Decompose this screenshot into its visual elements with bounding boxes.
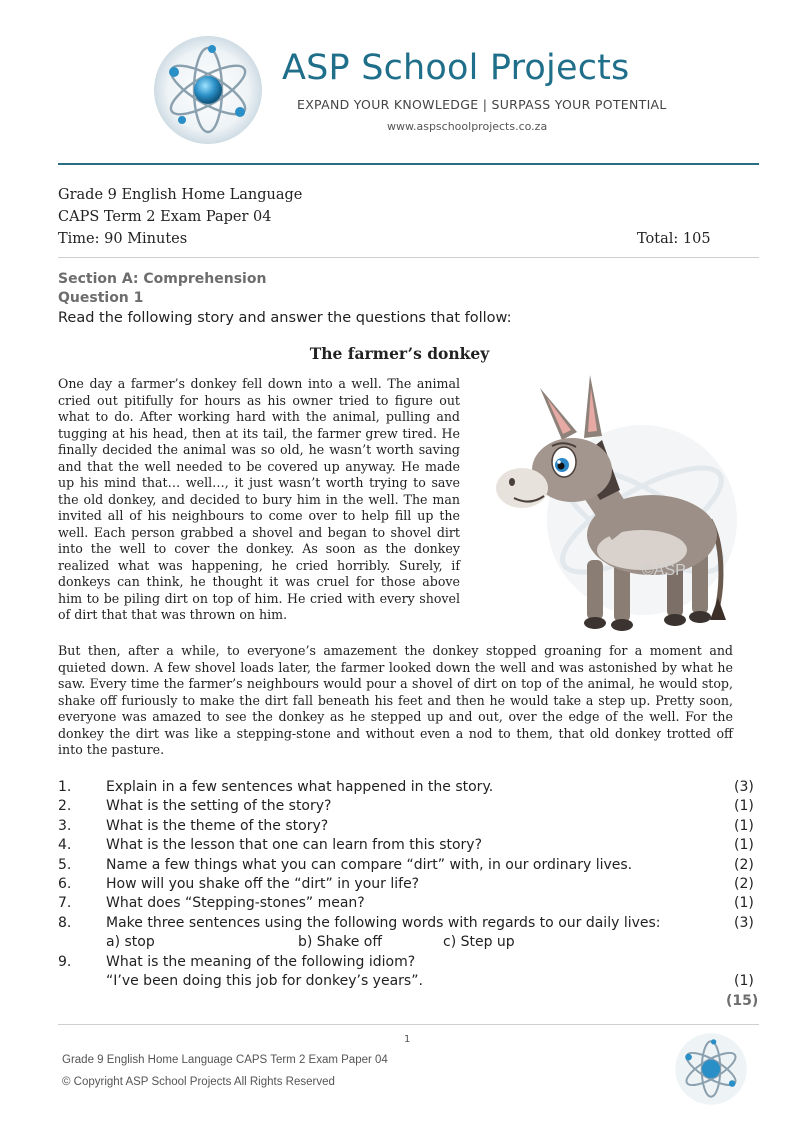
exam-paper: CAPS Term 2 Exam Paper 04 xyxy=(58,209,272,225)
question-number: 9. xyxy=(58,954,72,970)
meta-divider xyxy=(58,257,759,258)
question-text: What is the lesson that one can learn from this story? xyxy=(106,837,483,853)
question-number: 2. xyxy=(58,798,72,814)
section-title: Section A: Comprehension xyxy=(58,271,267,287)
question-marks: (1) xyxy=(734,798,754,814)
question-number: 6. xyxy=(58,876,72,892)
q8-option-b: b) Shake off xyxy=(298,934,383,950)
question-marks: (1) xyxy=(734,973,754,989)
question-marks: (2) xyxy=(734,876,754,892)
atom-logo xyxy=(152,34,264,146)
question-text: What is the setting of the story? xyxy=(106,798,332,814)
question-number: 7. xyxy=(58,895,72,911)
question-text: How will you shake off the “dirt” in your life? xyxy=(106,876,420,892)
q8-option-a: a) stop xyxy=(106,934,155,950)
question-number: 1. xyxy=(58,779,72,795)
question-number: 8. xyxy=(58,915,72,931)
brand-tagline: EXPAND YOUR KNOWLEDGE | SURPASS YOUR POTENTIAL xyxy=(297,97,667,112)
brand-title: ASP School Projects xyxy=(282,48,630,88)
story-paragraph-1: One day a farmer’s donkey fell down into a well. The animal cried out pitifully for hours as his owner tried to figure out what to do. After working hard with the animal, pulling and tugging at his head, then at its tail, the farmer grew tired. He finally decided the animal was so old, he wasn’t worth saving and that the well needed to be covered up anyway. He made up his mind that… well…, it just wasn’t worth trying to save the old donkey, and decided to bury him in the well. The man invited all of his neighbours to come over to help fill up the well. Each person grabbed a shovel and began to shovel dirt into the well to cover the donkey. As soon as the donkey realized what was happening, he cried horribly. Surely, if donkeys can think, he thought it was cruel for those above him to be piling dirt on top of him. He cried with every shovel of dirt that that was thrown on him. xyxy=(58,376,460,622)
footer-paper-title: Grade 9 English Home Language CAPS Term 2 Exam Paper 04 xyxy=(62,1054,388,1066)
question-marks: (1) xyxy=(734,895,754,911)
question-text: Explain in a few sentences what happened in the story. xyxy=(106,779,494,795)
brand-url: www.aspschoolprojects.co.za xyxy=(387,120,548,133)
question-number: 4. xyxy=(58,837,72,853)
question-text: What is the theme of the story? xyxy=(106,818,329,834)
question-text: What is the meaning of the following idiom? xyxy=(106,954,416,970)
atom-logo-footer xyxy=(674,1032,748,1106)
question-number: 3. xyxy=(58,818,72,834)
question-text: What does “Stepping-stones” mean? xyxy=(106,895,365,911)
watermark-text: ©ASP xyxy=(642,562,686,579)
question-marks: (1) xyxy=(734,837,754,853)
exam-total: Total: 105 xyxy=(637,231,711,247)
question-text: Make three sentences using the following words with regards to our daily lives: xyxy=(106,915,661,931)
exam-time: Time: 90 Minutes xyxy=(58,231,188,247)
footer-divider xyxy=(58,1024,759,1025)
idiom-text: “I’ve been doing this job for donkey’s years”. xyxy=(106,973,423,989)
story-paragraph-2: But then, after a while, to everyone’s amazement the donkey stopped groaning for a moment and quieted down. A few shovel loads later, the farmer looked down the well and was astonished by what he saw. Every time the farmer’s neighbours would pour a shovel of dirt on top of the animal, he would stop, shake off furiously to make the dirt fall beneath his feet and then he would take a step up. Pretty soon, everyone was amazed to see the donkey as he stepped up and out, over the edge of the well. For the donkey the dirt was like a stepping-stone and without even a nod to them, that old donkey trotted off into the pasture. xyxy=(58,643,733,757)
q8-option-c: c) Step up xyxy=(443,934,515,950)
question-heading: Question 1 xyxy=(58,290,144,306)
question-marks: (2) xyxy=(734,857,754,873)
total-marks: (15) xyxy=(726,993,759,1009)
donkey-illustration xyxy=(492,370,742,640)
exam-subject: Grade 9 English Home Language xyxy=(58,187,303,203)
question-marks: (3) xyxy=(734,779,754,795)
question-marks: (1) xyxy=(734,818,754,834)
footer-copyright: © Copyright ASP School Projects All Rights Reserved xyxy=(62,1076,335,1088)
question-number: 5. xyxy=(58,857,72,873)
page-number: 1 xyxy=(404,1034,411,1045)
header-divider xyxy=(58,163,759,165)
question-marks: (3) xyxy=(734,915,754,931)
instruction-text: Read the following story and answer the questions that follow: xyxy=(58,310,512,326)
story-title: The farmer’s donkey xyxy=(309,344,490,363)
question-text: Name a few things what you can compare “dirt” with, in our ordinary lives. xyxy=(106,857,633,873)
